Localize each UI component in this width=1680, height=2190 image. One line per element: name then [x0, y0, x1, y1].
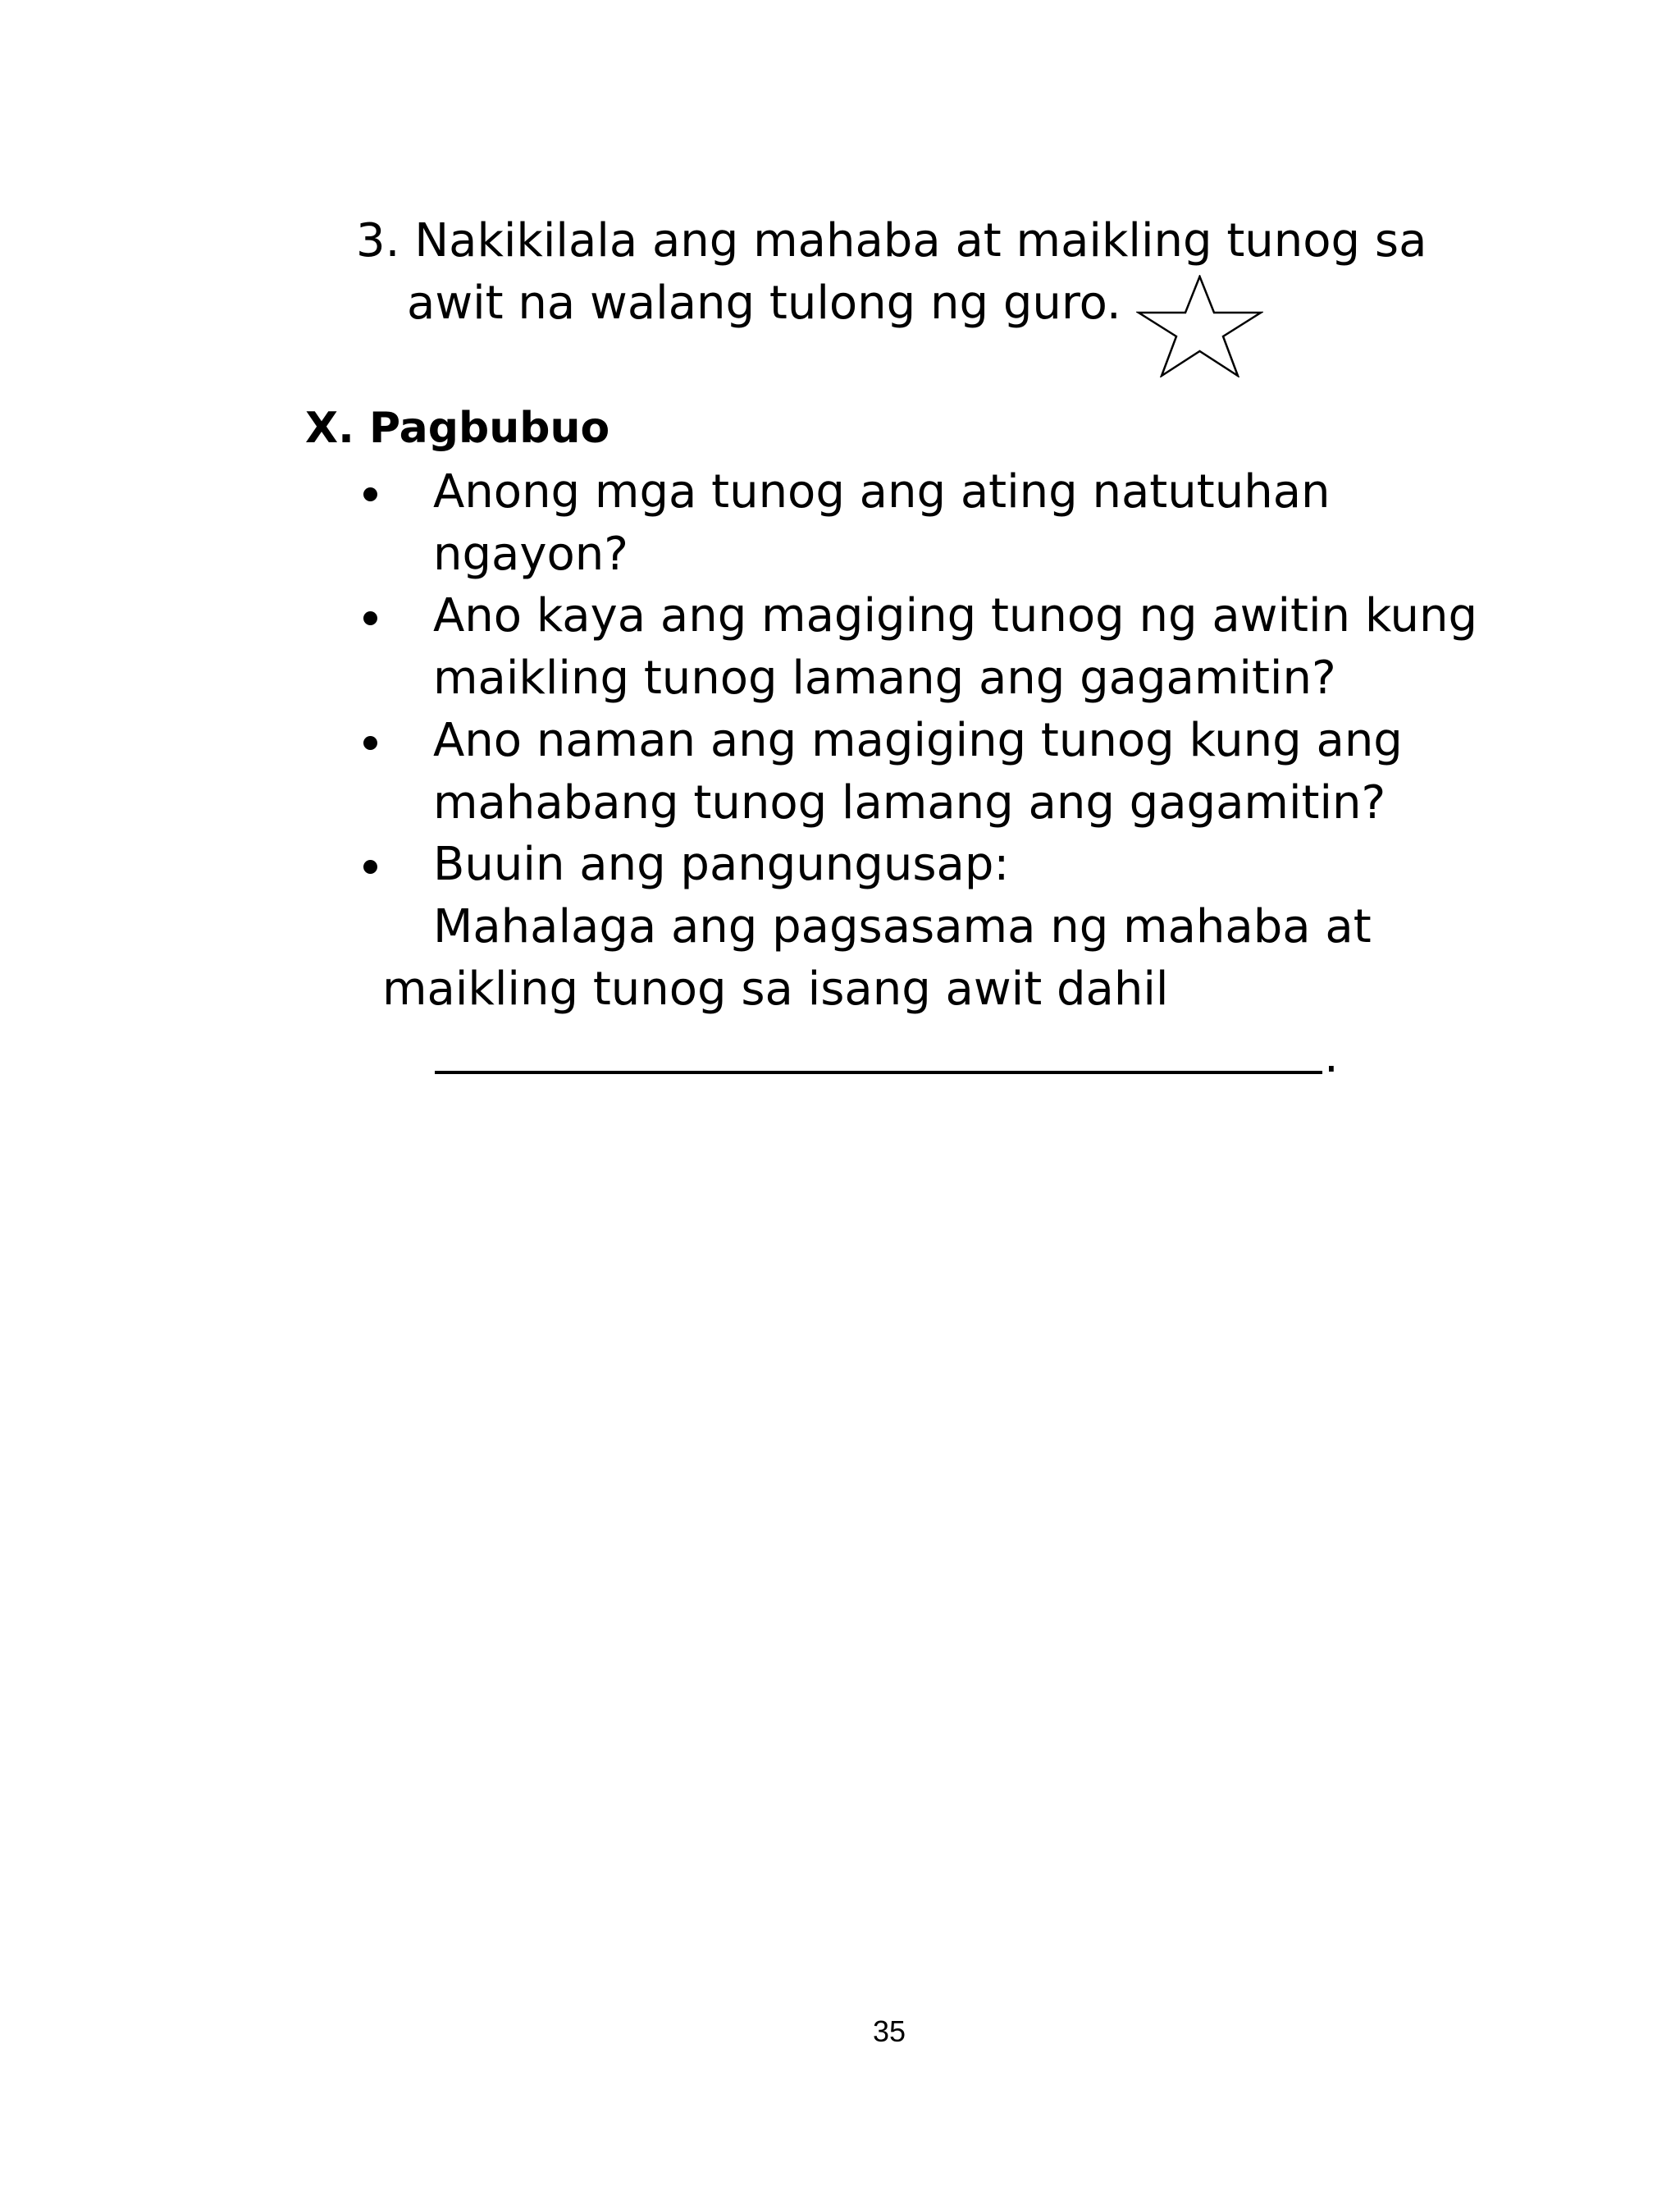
bullet-dot [363, 611, 377, 625]
bullet-dot [363, 487, 377, 501]
bullet-dot [363, 736, 377, 750]
star-outline-icon [1136, 275, 1263, 377]
bullet-3-line-1: Ano naman ang magiging tunog kung ang [433, 714, 1403, 767]
bullet-2-line-2: maikling tunog lamang ang gagamitin? [433, 652, 1336, 705]
bullet-3-line-2: mahabang tunog lamang ang gagamitin? [433, 776, 1386, 830]
sentence-line-2: maikling tunog sa isang awit dahil [382, 962, 1169, 1016]
bullet-4-line-1: Buuin ang pangungusap: [433, 838, 1010, 891]
bullet-dot [363, 860, 377, 874]
answer-blank-line [435, 1071, 1322, 1074]
page-number: 35 [873, 2014, 906, 2048]
section-heading: X. Pagbubuo [305, 404, 610, 453]
bullet-1-line-2: ngayon? [433, 528, 628, 581]
bullet-1-line-1: Anong mga tunog ang ating natutuhan [433, 465, 1331, 519]
bullet-2-line-1: Ano kaya ang magiging tunog ng awitin kung [433, 589, 1478, 642]
item-3-line-1: 3. Nakikilala ang mahaba at maikling tunog sa [356, 214, 1427, 267]
sentence-period: . [1324, 1030, 1339, 1083]
item-3-line-2: awit na walang tulong ng guro. [407, 277, 1121, 330]
sentence-line-1: Mahalaga ang pagsasama ng mahaba at [433, 900, 1372, 953]
